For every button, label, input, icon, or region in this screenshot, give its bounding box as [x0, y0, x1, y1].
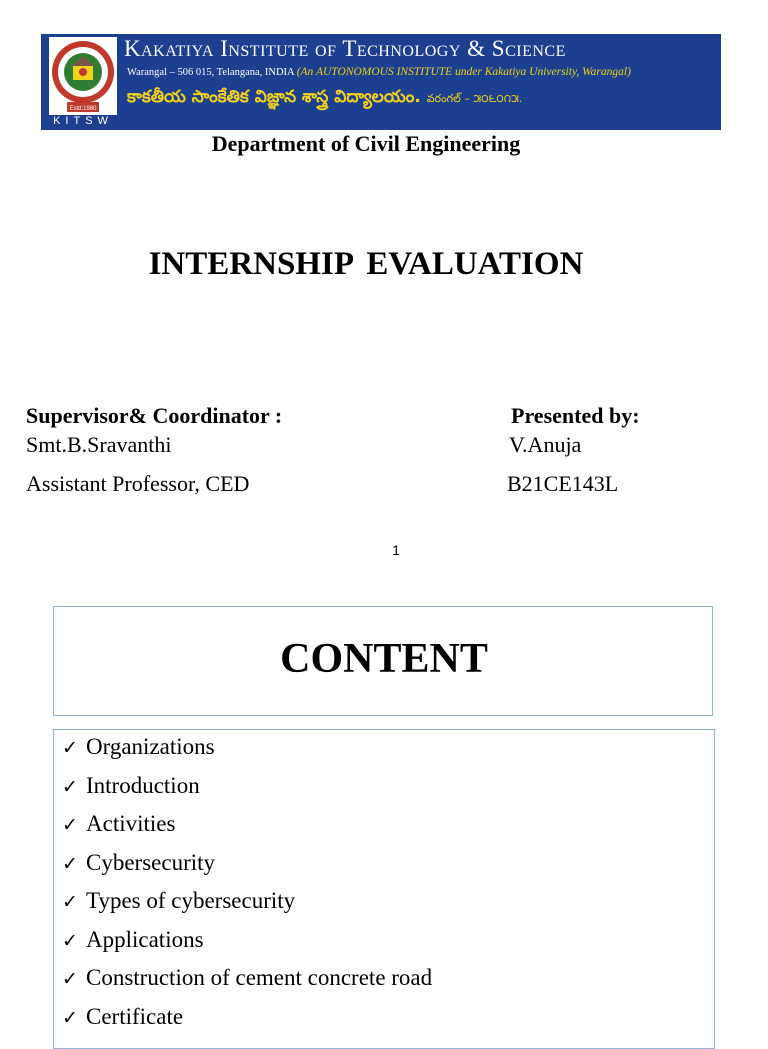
institute-short-name: KITSW: [53, 115, 113, 127]
institute-telugu-name: [127, 87, 522, 111]
checkmark-icon: ✓: [62, 968, 78, 990]
content-list-item: [62, 1002, 432, 1041]
content-list-item: [62, 925, 432, 964]
content-list-item: [62, 963, 432, 1002]
checkmark-icon: ✓: [62, 852, 78, 875]
checkmark-icon: ✓: [62, 775, 78, 798]
checkmark-icon: ✓: [62, 929, 78, 952]
supervisor-designation: Assistant Professor, CED: [26, 471, 250, 496]
institute-address: [127, 66, 631, 78]
content-list: [62, 732, 432, 1040]
presenter-name: V.Anuja: [509, 432, 582, 457]
content-list-item-label: Construction of cement concrete road: [86, 965, 433, 990]
content-list-item-label: Activities: [86, 811, 176, 836]
content-heading-box: [53, 606, 713, 716]
autonomous-note: (An AUTONOMOUS INSTITUTE under Kakatiya University, Warangal): [296, 66, 631, 78]
presenter-roll-number: B21CE143L: [507, 471, 619, 496]
address-text: Warangal – 506 015, Telangana, INDIA: [127, 67, 295, 78]
page-number: 1: [392, 542, 400, 558]
checkmark-icon: ✓: [62, 891, 78, 913]
content-list-item: [62, 886, 432, 925]
content-list-item-label: Organizations: [86, 734, 215, 759]
content-list-item: [62, 732, 432, 771]
content-list-item-label: Cybersecurity: [86, 849, 216, 875]
content-list-item-label: Introduction: [86, 772, 200, 798]
supervisor-name: Smt.B.Sravanthi: [26, 432, 172, 457]
svg-text:Estd:1980: Estd:1980: [69, 106, 97, 112]
content-list-box: [53, 729, 715, 1049]
content-heading: CONTENT: [280, 636, 488, 682]
department-name: Department of Civil Engineering: [211, 131, 521, 156]
presenter-label: Presented by:: [511, 403, 640, 428]
content-list-item: [62, 809, 432, 848]
checkmark-icon: ✓: [62, 814, 78, 836]
telugu-name: కాకతీయ సాంకేతిక విజ్ఞాన శాస్త్ర విద్యాలయం.: [127, 87, 421, 107]
checkmark-icon: ✓: [62, 737, 78, 759]
page-title: INTERNSHIP EVALUATION: [148, 246, 584, 282]
content-list-item-label: Types of cybersecurity: [86, 888, 296, 913]
content-list-item-label: Certificate: [86, 1003, 184, 1029]
content-list-item-label: Applications: [86, 926, 204, 952]
checkmark-icon: ✓: [62, 1006, 78, 1029]
institute-seal-icon: [47, 36, 119, 116]
content-list-item: [62, 848, 432, 887]
content-list-item: [62, 771, 432, 810]
institute-name: Kakatiya Institute of Technology & Science: [124, 36, 566, 61]
supervisor-label: Supervisor& Coordinator :: [26, 403, 283, 428]
telugu-place: వరంగల్ – ౫౦౬౦౧౫.: [426, 92, 523, 105]
institute-banner: [41, 34, 721, 130]
